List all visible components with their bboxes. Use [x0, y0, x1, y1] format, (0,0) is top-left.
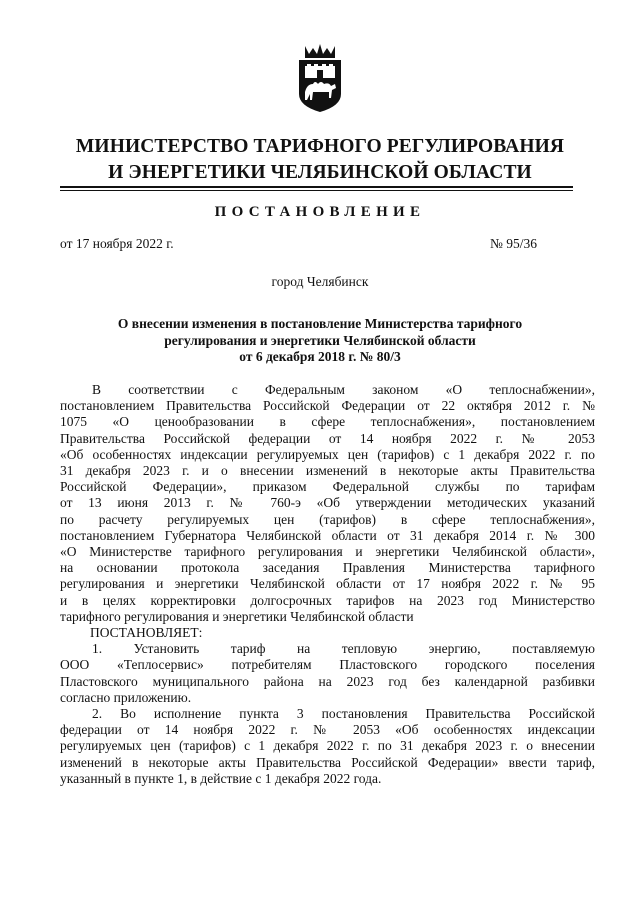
preamble-line: В соответствии с Федеральным законом «О теплоснабжении», — [92, 382, 595, 397]
subject-line-3: от 6 декабря 2018 г. № 80/3 — [239, 349, 401, 364]
preamble-line: на основании протокола заседания Правления Министерства тарифного — [60, 560, 595, 576]
item1-line: Пластовского муниципального района на 2023 год без календарной разбивки — [60, 673, 595, 689]
preamble-line: «О Министерстве тарифного регулирования и энергетики Челябинской области», — [60, 544, 595, 560]
document-number: № 95/36 — [490, 236, 538, 251]
preamble-line: 31 декабря 2023 г. и о внесении изменений в некоторые акты Правительства — [60, 463, 595, 479]
subject-line-2: регулирования и энергетики Челябинской области — [164, 332, 476, 348]
header-rule-thin — [60, 190, 573, 191]
preamble-line: Российской Федерации», приказом Федеральной службы по тарифам — [60, 479, 595, 495]
document-city: город Челябинск — [271, 274, 369, 289]
preamble-line: по расчету регулируемых цен (тарифов) в сфере теплоснабжения», — [60, 511, 595, 527]
coat-of-arms-icon — [291, 42, 349, 114]
subject-line-1: О внесении изменения в постановление Министерства тарифного — [117, 316, 523, 331]
preamble-line: «Об особенностях индексации регулируемых цен (тарифов) с 1 декабря 2022 г. по — [60, 446, 595, 462]
item1-line: согласно приложению. — [60, 689, 192, 705]
decree-word: ПОСТАНОВЛЯЕТ: — [90, 625, 203, 641]
preamble-line: тарифного регулирования и энергетики Челябинской области — [60, 608, 414, 624]
item1-line: ООО «Теплосервис» потребителям Пластовского городского поселения — [60, 657, 595, 673]
item2-line: изменений в некоторые акты Правительства Российской Федерации» ввести тариф, — [60, 754, 595, 770]
document-date: от 17 ноября 2022 г. — [60, 236, 174, 251]
ministry-line-1: МИНИСТЕРСТВО ТАРИФНОГО РЕГУЛИРОВАНИЯ — [75, 136, 565, 157]
preamble-line: постановлением Правительства Российской Федерации от 22 октября 2012 г. № — [60, 398, 595, 414]
ministry-name — [60, 134, 580, 186]
item2-line: 2. Во исполнение пункта 3 постановления Правительства Российской — [92, 706, 595, 722]
preamble-line: регулирования и энергетики Челябинской области от 17 ноября 2022 г. № 95 — [60, 576, 595, 592]
document-body — [60, 382, 595, 787]
preamble-line: постановлением Губернатора Челябинской области от 31 декабря 2014 г. № 300 — [60, 527, 595, 543]
preamble-line: 1075 «О ценообразовании в сфере теплоснабжения», постановлением — [60, 414, 595, 430]
item2-line: указанный в пункте 1, в действие с 1 декабря 2022 года. — [60, 770, 382, 786]
preamble-line: и в целях корректировки долгосрочных тарифов на 2023 год Министерство — [60, 592, 595, 608]
preamble-line: Правительства Российской федерации от 14 ноября 2022 г. № 2053 — [60, 430, 595, 446]
document-subject — [90, 316, 550, 366]
item2-line: регулируемых цен (тарифов) с 1 декабря 2022 г. по 31 декабря 2023 г. о внесении — [60, 738, 595, 754]
header-rule — [60, 186, 573, 188]
document-type: ПОСТАНОВЛЕНИЕ — [214, 204, 426, 220]
item1-line: 1. Установить тариф на тепловую энергию, поставляемую — [92, 641, 595, 657]
preamble-line: от 13 июня 2013 г. № 760-э «Об утверждении методических указаний — [60, 495, 595, 511]
ministry-line-2: И ЭНЕРГЕТИКИ ЧЕЛЯБИНСКОЙ ОБЛАСТИ — [108, 162, 532, 183]
item2-line: федерации от 14 ноября 2022 г. № 2053 «Об особенностях индексации — [60, 722, 595, 738]
